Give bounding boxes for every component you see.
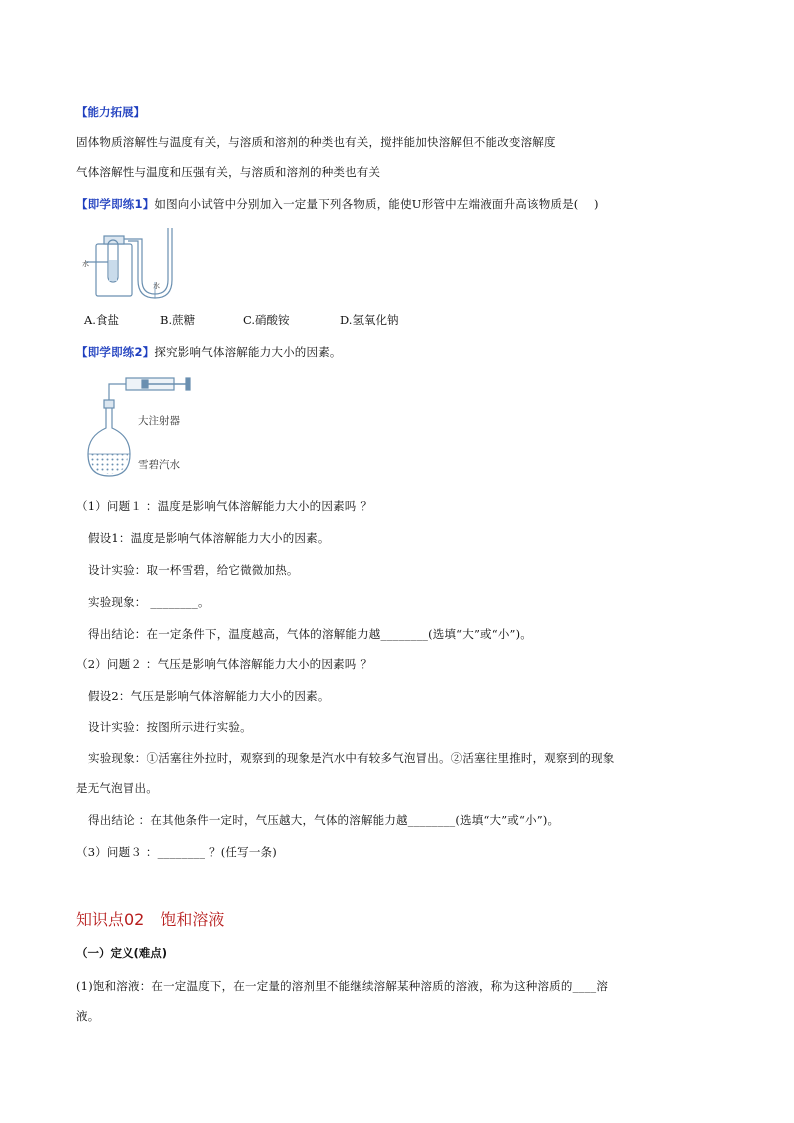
- phenomenon-2: 实验现象：①活塞往外拉时，观察到的现象是汽水中有较多气泡冒出。②活塞往里推时，观察到的现象: [88, 751, 615, 765]
- hypothesis-2: 假设2：气压是影响气体溶解能力大小的因素。: [88, 689, 330, 703]
- conclusion-2: 得出结论 ：在其他条件一定时，气压越大，气体的溶解能力越________(选填“大”或“小”)。: [88, 813, 560, 827]
- conclusion-1: 得出结论：在一定条件下，温度越高，气体的溶解能力越________(选填“大”或“小”)。: [88, 627, 532, 641]
- design-2: 设计实验：按图所示进行实验。: [88, 720, 252, 734]
- practice1-question: 如图向小试管中分别加入一定量下列各物质，能使U形管中左端液面升高该物质是( ): [154, 197, 599, 211]
- u-tube-apparatus-figure: [82, 222, 192, 300]
- bottom-label: 水: [153, 282, 160, 290]
- syringe-label: 大注射器: [138, 415, 180, 427]
- phenomenon-2-cont: 是无气泡冒出。: [76, 781, 158, 795]
- ability-line-1: 固体物质溶解性与温度有关，与溶质和溶剂的种类也有关，搅拌能加快溶解但不能改变溶解度: [76, 135, 556, 149]
- definition-subheading: （一）定义(难点): [76, 946, 168, 960]
- design-1: 设计实验：取一杯雪碧，给它微微加热。: [88, 563, 299, 577]
- knowledge-heading: 知识点02 饱和溶液: [76, 910, 225, 929]
- choice-b: B.蔗糖: [160, 313, 196, 327]
- choice-d: D.氢氧化钠: [340, 313, 399, 327]
- practice2-question: 探究影响气体溶解能力大小的因素。: [154, 345, 342, 359]
- q1-line: （1）问题１ ：温度是影响气体溶解能力大小的因素吗 ？: [76, 499, 373, 513]
- choice-a: A.食盐: [84, 313, 119, 327]
- definition-line-2: 液。: [76, 1009, 100, 1023]
- practice2-line: [76, 344, 342, 360]
- definition-line-1: (1)饱和溶液：在一定温度下，在一定量的溶剂里不能继续溶解某种溶质的溶液，称为这种溶质的____溶: [76, 979, 609, 993]
- practice1-line: [76, 196, 599, 212]
- practice1-label: 【即学即练1】: [76, 197, 155, 211]
- choice-c: C.硝酸铵: [243, 313, 290, 327]
- ability-line-2: 气体溶解性与温度和压强有关，与溶质和溶剂的种类也有关: [76, 165, 381, 179]
- syringe-flask-figure: [80, 372, 220, 482]
- hypothesis-1: 假设1：温度是影响气体溶解能力大小的因素。: [88, 531, 330, 545]
- q2-line: （2）问题２ ：气压是影响气体溶解能力大小的因素吗 ？: [76, 657, 373, 671]
- ability-title: 【能力拓展】: [76, 105, 145, 119]
- q3-line: （3）问题３ ：________ ？(任写一条): [76, 845, 277, 859]
- phenomenon-1: 实验现象： ________。: [88, 595, 210, 609]
- practice2-label: 【即学即练2】: [76, 345, 155, 359]
- left-label: 水: [82, 260, 89, 268]
- soda-label: 雪碧汽水: [138, 459, 180, 471]
